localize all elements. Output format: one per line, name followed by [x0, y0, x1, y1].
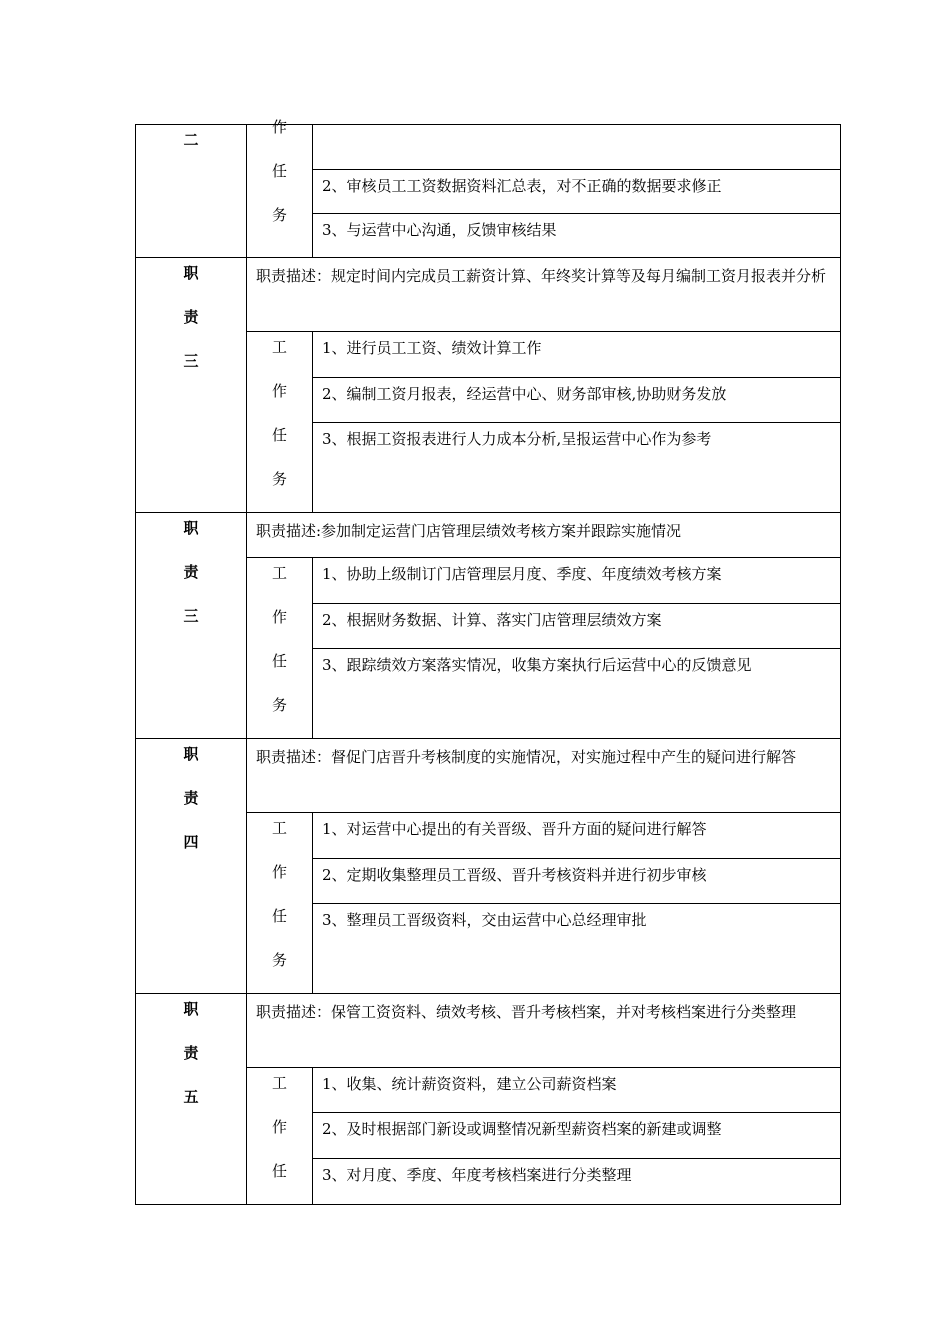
task-item: 3、对月度、季度、年度考核档案进行分类整理 [313, 1158, 841, 1204]
task-label-char: 工 [271, 1074, 287, 1092]
task-label-char: 作 [271, 608, 287, 626]
table-row [136, 125, 841, 170]
task-label-char: 任 [271, 1162, 287, 1180]
duty-label-char: 职 [183, 745, 199, 763]
task-label-char: 任 [271, 426, 287, 444]
task-label [247, 332, 313, 513]
task-label-char: 任 [271, 162, 287, 180]
task-item [313, 125, 841, 170]
task-item: 3、根据工资报表进行人力成本分析,呈报运营中心作为参考 [313, 423, 841, 513]
duty-description: 职责描述：规定时间内完成员工薪资计算、年终奖计算等及每月编制工资月报表并分析 [247, 258, 841, 332]
task-label-char: 作 [271, 382, 287, 400]
duty-label-char: 职 [183, 519, 199, 537]
duty-label [136, 258, 247, 513]
duty-description: 职责描述:参加制定运营门店管理层绩效考核方案并跟踪实施情况 [247, 513, 841, 558]
task-label [247, 813, 313, 994]
task-item: 2、编制工资月报表，经运营中心、财务部审核,协助财务发放 [313, 377, 841, 423]
table-row [136, 739, 841, 813]
duty-label-char: 三 [183, 352, 199, 370]
duty-label [136, 513, 247, 739]
task-item: 3、跟踪绩效方案落实情况，收集方案执行后运营中心的反馈意见 [313, 649, 841, 739]
duty-label [136, 739, 247, 994]
table-row [136, 258, 841, 332]
task-label [247, 118, 313, 258]
task-label-char: 工 [271, 564, 287, 582]
duty-table [135, 118, 841, 1205]
task-item: 1、对运营中心提出的有关晋级、晋升方面的疑问进行解答 [313, 813, 841, 859]
task-label-char: 任 [271, 652, 287, 670]
duty-label-char: 责 [183, 1044, 199, 1062]
duty-label-char: 责 [183, 563, 199, 581]
duty-label-char: 二 [183, 131, 199, 149]
task-item: 2、根据财务数据、计算、落实门店管理层绩效方案 [313, 603, 841, 649]
task-label-char: 务 [271, 696, 287, 714]
task-item: 2、定期收集整理员工晋级、晋升考核资料并进行初步审核 [313, 858, 841, 904]
task-item: 1、协助上级制订门店管理层月度、季度、年度绩效考核方案 [313, 558, 841, 604]
duty-description: 职责描述：督促门店晋升考核制度的实施情况，对实施过程中产生的疑问进行解答 [247, 739, 841, 813]
task-label-char: 任 [271, 907, 287, 925]
duty-label-char: 责 [183, 308, 199, 326]
duty-label [136, 994, 247, 1205]
task-label [247, 1068, 313, 1205]
task-item: 3、整理员工晋级资料，交由运营中心总经理审批 [313, 904, 841, 994]
task-label-char: 作 [271, 118, 287, 136]
duty-label-char: 职 [183, 1000, 199, 1018]
task-label-char: 务 [271, 206, 287, 224]
task-label-char: 作 [271, 1118, 287, 1136]
task-label-char: 工 [271, 819, 287, 837]
table-row [136, 994, 841, 1068]
task-label-char: 作 [271, 863, 287, 881]
duty-label [136, 125, 247, 258]
duty-label-char: 职 [183, 264, 199, 282]
task-item: 1、收集、统计薪资资料，建立公司薪资档案 [313, 1068, 841, 1113]
task-item: 1、进行员工工资、绩效计算工作 [313, 332, 841, 378]
table-row [136, 513, 841, 558]
task-label-char: 务 [271, 470, 287, 488]
duty-label-char: 四 [183, 833, 199, 851]
task-item: 2、及时根据部门新设或调整情况新型薪资档案的新建或调整 [313, 1113, 841, 1158]
task-item: 3、与运营中心沟通，反馈审核结果 [313, 214, 841, 258]
task-label-char: 务 [271, 951, 287, 969]
task-label-char: 工 [271, 338, 287, 356]
duty-label-char: 五 [183, 1088, 199, 1106]
task-item: 2、审核员工工资数据资料汇总表，对不正确的数据要求修正 [313, 170, 841, 214]
duty-label-char: 责 [183, 789, 199, 807]
duty-label-char: 三 [183, 607, 199, 625]
duty-description: 职责描述：保管工资资料、绩效考核、晋升考核档案，并对考核档案进行分类整理 [247, 994, 841, 1068]
task-label [247, 558, 313, 739]
